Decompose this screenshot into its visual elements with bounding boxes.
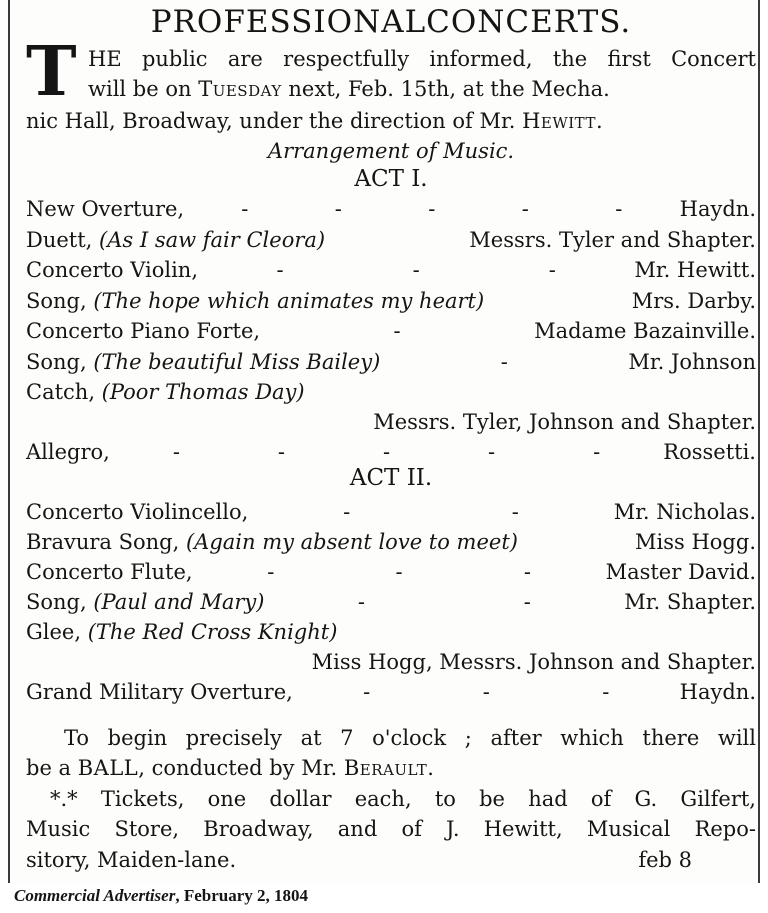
closing-line-5: sitory, Maiden-lane. feb 8 — [26, 845, 692, 875]
closing-line-4: Music Store, Broadway, and of J. Hewitt, Musical Repo- — [26, 817, 756, 841]
program-row: Bravura Song, (Again my absent love to meet) Miss Hogg. — [26, 530, 756, 554]
program-row: Concerto Piano Forte, - Madame Bazainville. — [26, 319, 756, 343]
program-row: Duett, (As I saw fair Cleora) Messrs. Tyler and Shapter. — [26, 228, 756, 252]
newspaper-clipping — [8, 0, 760, 883]
program-row: Catch, (Poor Thomas Day) — [26, 380, 305, 404]
closing-line-3: *.* Tickets, one dollar each, to be had of G. Gilfert, — [50, 787, 756, 811]
intro-line-2: will be on Tuesday next, Feb. 15th, at the Mecha. — [88, 77, 610, 101]
program-row: Concerto Violincello, - - Mr. Nicholas. — [26, 500, 756, 524]
program-row: Concerto Violin, - - - Mr. Hewitt. — [26, 258, 756, 282]
act-1-heading: ACT I. — [354, 166, 428, 192]
intro-line-3: nic Hall, Broadway, under the direction of Mr. Hewitt. — [26, 109, 604, 133]
intro-line-1: HE public are respectfully informed, the first Concert — [88, 47, 756, 71]
program-row: Glee, (The Red Cross Knight) — [26, 620, 338, 644]
insertion-date: feb 8 — [638, 848, 692, 872]
program-row: Song, (Paul and Mary) - - Mr. Shapter. — [26, 590, 756, 614]
program-row-performer: Messrs. Tyler, Johnson and Shapter. — [373, 410, 756, 434]
program-row: Grand Military Overture, - - - Haydn. — [26, 680, 756, 704]
source-caption: Commercial Advertiser, February 2, 1804 — [14, 886, 309, 905]
program-row: Allegro, - - - - - Rossetti. — [26, 440, 756, 464]
program-row: Concerto Flute, - - - Master David. — [26, 560, 756, 584]
closing-line-1: To begin precisely at 7 o'clock ; after which there will — [64, 726, 756, 750]
drop-cap: T — [26, 32, 77, 112]
act-2-heading: ACT II. — [349, 465, 433, 491]
program-row: Song, (The beautiful Miss Bailey) - Mr. Johnson — [26, 350, 756, 374]
arrangement-heading: Arrangement of Music. — [267, 139, 515, 163]
program-row: Song, (The hope which animates my heart) Mrs. Darby. — [26, 289, 756, 313]
advert-title: PROFESSIONALCONCERTS. — [150, 4, 632, 40]
closing-line-2: be a BALL, conducted by Mr. Berault. — [26, 756, 435, 780]
program-row: New Overture, - - - - - Haydn. — [26, 197, 756, 221]
program-row-performer: Miss Hogg, Messrs. Johnson and Shapter. — [311, 650, 756, 674]
